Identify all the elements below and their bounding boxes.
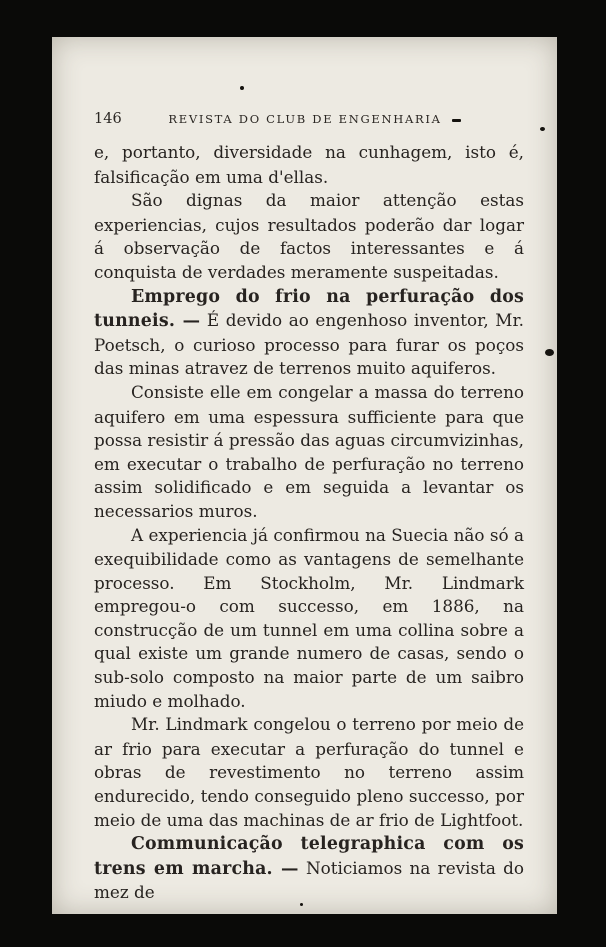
paragraph-text: Consiste elle em congelar a massa do terreno aquifero em uma espessura sufficiente para que possa resistir á pressão das aguas circumvizinhas, em executar o trabalho de perfuração no terreno assim solidificado e em seguida a levantar os necessarios muros. (94, 381, 524, 521)
paragraph-text: e, portanto, diversidade na cunhagem, isto é, falsificação em uma d'ellas. (94, 142, 524, 187)
paragraph (94, 524, 524, 714)
body-text (94, 141, 524, 905)
paragraph (94, 189, 524, 284)
section-heading-telegraphia: Communicação telegraphica com os trens em marcha. — (94, 834, 524, 879)
paragraph-text: Noticiamos na revista do mez de (94, 857, 524, 903)
paper-page (52, 37, 557, 914)
section-heading-frio: Emprego do frio na perfuração dos tunneis. — (94, 286, 524, 332)
journal-title: REVISTA DO CLUB DE ENGENHARIA (168, 112, 442, 126)
scan-speck (545, 349, 554, 356)
scan-speck (540, 127, 545, 131)
paragraph-text: É devido ao engenhoso inventor, Mr. Poetsch, o curioso processo para furar os poços das minas atravez de terrenos muito aquiferos. (94, 310, 524, 379)
scan-speck (452, 119, 461, 122)
scan-speck (300, 903, 303, 906)
paragraph-continuation (94, 141, 524, 189)
paragraph-text: Mr. Lindmark congelou o terreno por meio de ar frio para executar a perfuração do tunnel e obras de revestimento no terreno assim endurecido, tendo conseguido pleno successo, por meio de uma das machinas de ar frio de Lightfoot. (94, 714, 524, 830)
paragraph (94, 713, 524, 832)
scan-speck (240, 86, 244, 90)
paragraph-text: A experiencia já confirmou na Suecia não só a exequibilidade como as vantagens de semelhante processo. Em Stockholm, Mr. Lindmark empregou-o com successo, em 1886, na construcção de um tunnel em uma collina sobre a qual existe um grande numero de casas, sendo o sub-solo composto na maior parte de um saibro miudo e molhado. (94, 524, 524, 711)
page-number: 146 (94, 111, 122, 127)
paragraph-section-frio (94, 285, 524, 381)
paragraph-text: São dignas da maior attenção estas experiencias, cujos resultados poderão dar logar á observação de factos interessantes e á conquista de verdades meramente suspeitadas. (94, 190, 524, 282)
paragraph-section-telegraphia (94, 832, 524, 905)
paragraph (94, 381, 524, 524)
